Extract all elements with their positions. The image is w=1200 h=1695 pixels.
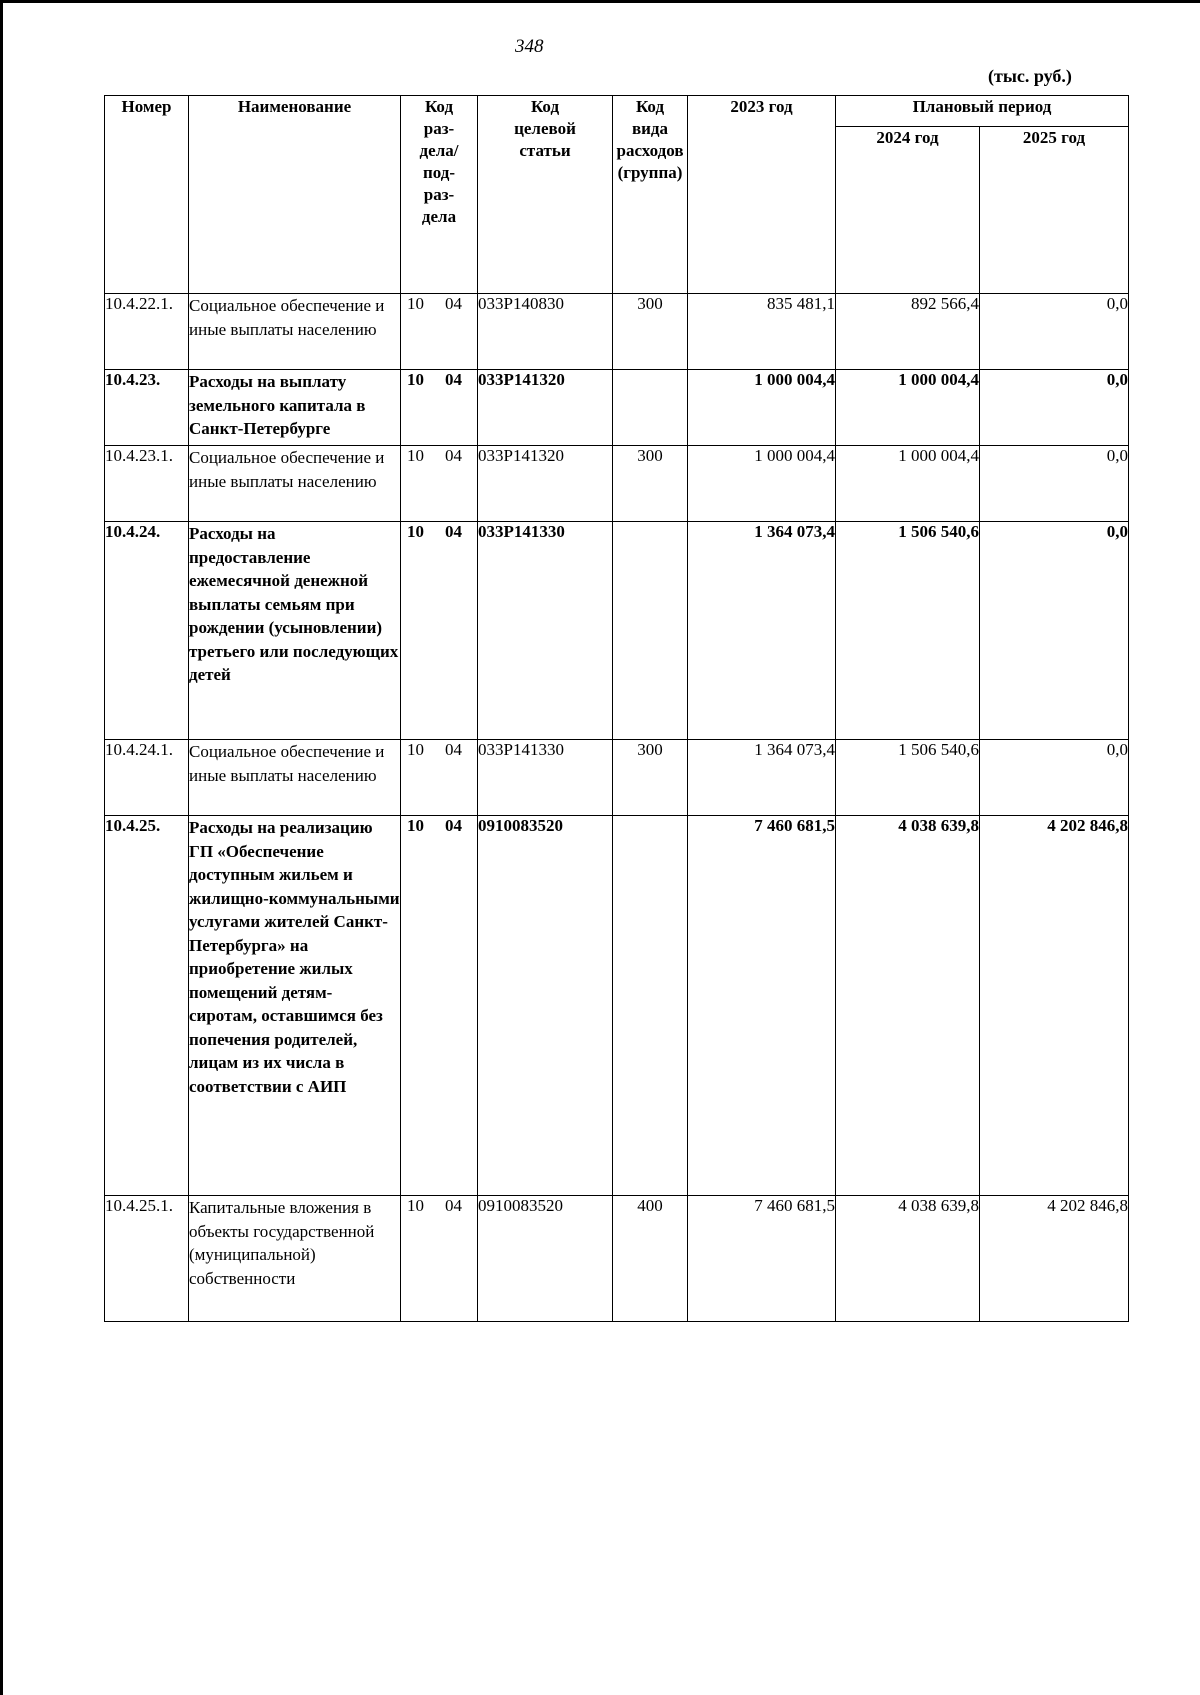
row-number: 10.4.23. (105, 370, 189, 446)
table-row (105, 522, 1129, 740)
table-row (105, 294, 1129, 370)
row-vr: 300 (613, 740, 688, 816)
row-razdel: 10 04 (401, 740, 478, 816)
row-2025: 0,0 (980, 294, 1129, 370)
row-2025: 0,0 (980, 446, 1129, 522)
header-2024: 2024 год (836, 127, 980, 294)
row-2024: 892 566,4 (836, 294, 980, 370)
row-razdel: 10 04 (401, 522, 478, 740)
row-vr: 300 (613, 446, 688, 522)
row-cs: 033P141330 (478, 522, 613, 740)
row-2023: 1 000 004,4 (688, 446, 836, 522)
row-cs: 033P141320 (478, 446, 613, 522)
row-vr: 300 (613, 294, 688, 370)
header-razdel: Код раз- дела/ под- раз- дела (401, 96, 478, 294)
row-2024: 1 000 004,4 (836, 370, 980, 446)
row-vr (613, 522, 688, 740)
row-cs: 033P140830 (478, 294, 613, 370)
scan-border-left (0, 0, 3, 1695)
row-2023: 1 000 004,4 (688, 370, 836, 446)
row-2023: 1 364 073,4 (688, 522, 836, 740)
page-number: 348 (515, 36, 544, 57)
row-2025: 4 202 846,8 (980, 1196, 1129, 1322)
row-name: Капитальные вложения в объекты государственной (муниципальной) собственности (189, 1196, 401, 1322)
row-2023: 7 460 681,5 (688, 1196, 836, 1322)
row-razdel: 10 04 (401, 816, 478, 1196)
header-row (105, 96, 1129, 127)
scan-border-top (0, 0, 1200, 3)
row-razdel: 10 04 (401, 294, 478, 370)
row-name: Социальное обеспечение и иные выплаты населению (189, 294, 401, 370)
table-row (105, 816, 1129, 1196)
row-2023: 835 481,1 (688, 294, 836, 370)
row-number: 10.4.24. (105, 522, 189, 740)
row-razdel: 10 04 (401, 446, 478, 522)
row-cs: 033P141320 (478, 370, 613, 446)
header-planned-period: Плановый период (836, 96, 1129, 127)
header-2025: 2025 год (980, 127, 1129, 294)
header-number: Номер (105, 96, 189, 294)
table-row (105, 1196, 1129, 1322)
row-name: Расходы на предоставление ежемесячной денежной выплаты семьям при рождении (усыновлении) третьего или последующих детей (189, 522, 401, 740)
row-number: 10.4.25.1. (105, 1196, 189, 1322)
header-celevaya: Код целевой статьи (478, 96, 613, 294)
row-2025: 4 202 846,8 (980, 816, 1129, 1196)
row-number: 10.4.22.1. (105, 294, 189, 370)
row-2025: 0,0 (980, 740, 1129, 816)
row-razdel: 10 04 (401, 1196, 478, 1322)
row-2024: 4 038 639,8 (836, 816, 980, 1196)
row-number: 10.4.24.1. (105, 740, 189, 816)
row-vr (613, 816, 688, 1196)
budget-table (104, 95, 1129, 1322)
row-2023: 1 364 073,4 (688, 740, 836, 816)
row-cs: 0910083520 (478, 816, 613, 1196)
row-name: Расходы на выплату земельного капитала в Санкт-Петербурге (189, 370, 401, 446)
row-razdel: 10 04 (401, 370, 478, 446)
row-number: 10.4.25. (105, 816, 189, 1196)
row-name: Социальное обеспечение и иные выплаты населению (189, 740, 401, 816)
header-vid: Код вида расходов (группа) (613, 96, 688, 294)
row-name: Расходы на реализацию ГП «Обеспечение доступным жильем и жилищно-коммунальными услугами жителей Санкт-Петербурга» на приобретение жилых помещений детям-сиротам, оставшимся без попечения родителей, лицам из их числа в соответствии с АИП (189, 816, 401, 1196)
header-2023: 2023 год (688, 96, 836, 294)
table-row (105, 446, 1129, 522)
header-name: Наименование (189, 96, 401, 294)
row-2025: 0,0 (980, 522, 1129, 740)
table-row (105, 740, 1129, 816)
row-2024: 1 506 540,6 (836, 740, 980, 816)
row-2024: 1 506 540,6 (836, 522, 980, 740)
row-vr (613, 370, 688, 446)
row-2025: 0,0 (980, 370, 1129, 446)
table-row (105, 370, 1129, 446)
row-vr: 400 (613, 1196, 688, 1322)
row-2023: 7 460 681,5 (688, 816, 836, 1196)
units-label: (тыс. руб.) (988, 66, 1072, 86)
row-2024: 1 000 004,4 (836, 446, 980, 522)
row-name: Социальное обеспечение и иные выплаты населению (189, 446, 401, 522)
row-2024: 4 038 639,8 (836, 1196, 980, 1322)
row-cs: 033P141330 (478, 740, 613, 816)
row-number: 10.4.23.1. (105, 446, 189, 522)
row-cs: 0910083520 (478, 1196, 613, 1322)
